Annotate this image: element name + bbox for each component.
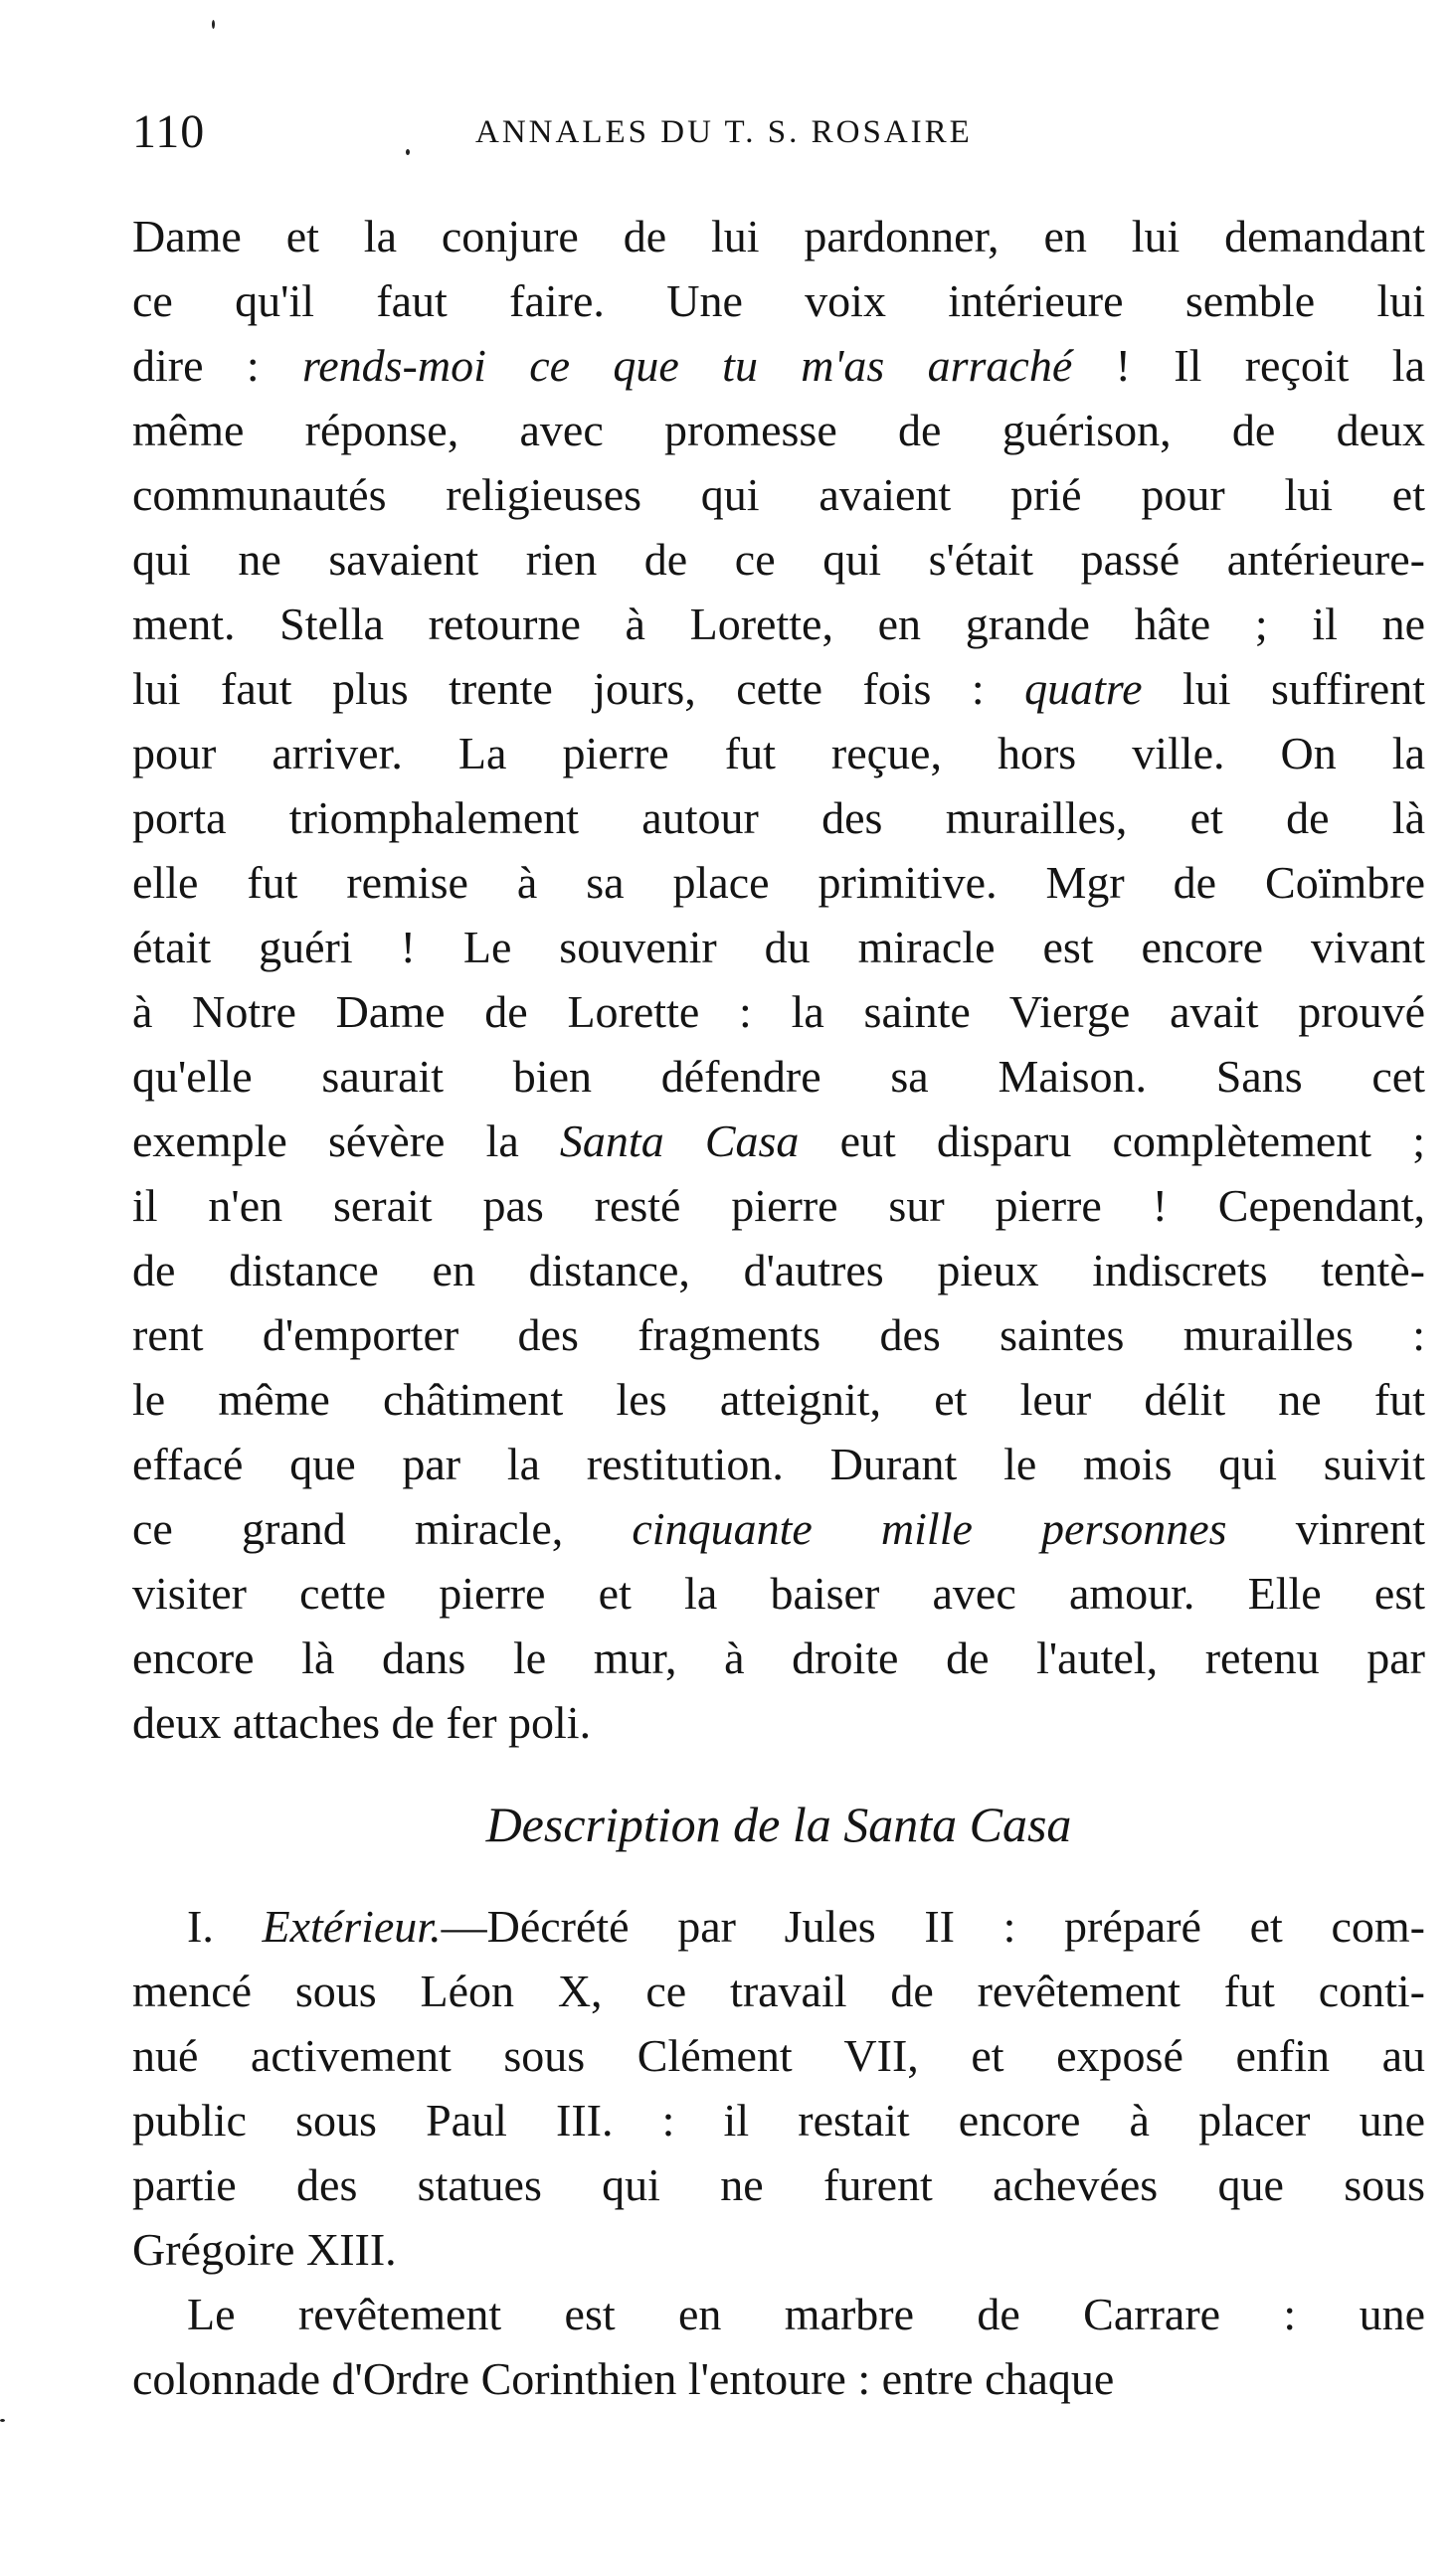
running-title: ANNALES DU T. S. ROSAIRE [475,114,973,150]
text-line: exemple sévère la Santa Casa eut disparu complètement ; [132,1116,1425,1166]
text-line: dire : rends-moi ce que tu m'as arraché ! Il reçoit la [132,340,1425,391]
text-line: Grégoire XIII. [132,2224,397,2275]
text-line: qui ne savaient rien de ce qui s'était passé antérieure- [132,534,1425,585]
text-line: ment. Stella retourne à Lorette, en grande hâte ; il ne [132,599,1425,649]
text-line: effacé que par la restitution. Durant le mois qui suivit [132,1439,1425,1489]
text-line: pour arriver. La pierre fut reçue, hors ville. On la [132,728,1425,778]
text-line: visiter cette pierre et la baiser avec amour. Elle est [132,1568,1425,1619]
text-line: nué activement sous Clément VII, et exposé enfin au [132,2030,1425,2081]
text-line: public sous Paul III. : il restait encore à placer une [132,2095,1425,2146]
text-line: à Notre Dame de Lorette : la sainte Vierge avait prouvé [132,986,1425,1037]
text-line: porta triomphalement autour des murailles, et de là [132,792,1425,843]
text-line: qu'elle saurait bien défendre sa Maison. Sans cet [132,1051,1425,1102]
paragraph-exterior [132,1894,1425,2282]
section-heading: Description de la Santa Casa [485,1797,1072,1852]
text-line: il n'en serait pas resté pierre sur pierre ! Cependant, [132,1180,1425,1231]
text-line: ce qu'il faut faire. Une voix intérieure semble lui [132,275,1425,326]
text-line: Le revêtement est en marbre de Carrare : une [187,2289,1425,2339]
text-line: Dame et la conjure de lui pardonner, en lui demandant [132,211,1425,261]
page-number: 110 [132,105,206,158]
text-line: mencé sous Léon X, ce travail de revêtement fut conti- [132,1966,1425,2016]
text-line: le même châtiment les atteignit, et leur délit ne fut [132,1374,1425,1425]
text-line: I. Extérieur.—Décrété par Jules II : préparé et com- [187,1901,1425,1952]
paragraph-revetement [132,2282,1425,2411]
text-line: deux attaches de fer poli. [132,1697,592,1748]
text-line: rent d'emporter des fragments des saintes murailles : [132,1309,1425,1360]
text-line: même réponse, avec promesse de guérison, de deux [132,405,1425,455]
page-header [132,104,1425,164]
text-line: encore là dans le mur, à droite de l'autel, retenu par [132,1632,1425,1683]
text-line: ce grand miracle, cinquante mille personnes vinrent [132,1503,1426,1554]
text-line: était guéri ! Le souvenir du miracle est encore vivant [132,922,1425,972]
text-line: colonnade d'Ordre Corinthien l'entoure : entre chaque [132,2353,1115,2404]
text-line: partie des statues qui ne furent achevées que sous [132,2159,1425,2210]
text-line: communautés religieuses qui avaient prié pour lui et [132,469,1425,520]
paragraph-miracle [132,204,1425,1755]
speck-mark [0,2419,5,2422]
speck-mark [212,20,215,29]
text-line: elle fut remise à sa place primitive. Mgr de Coïmbre [132,857,1425,908]
text-line: de distance en distance, d'autres pieux indiscrets tentè- [132,1245,1425,1295]
paragraph-description [132,1894,1425,2411]
text-line: lui faut plus trente jours, cette fois : quatre lui suffirent [132,663,1425,714]
